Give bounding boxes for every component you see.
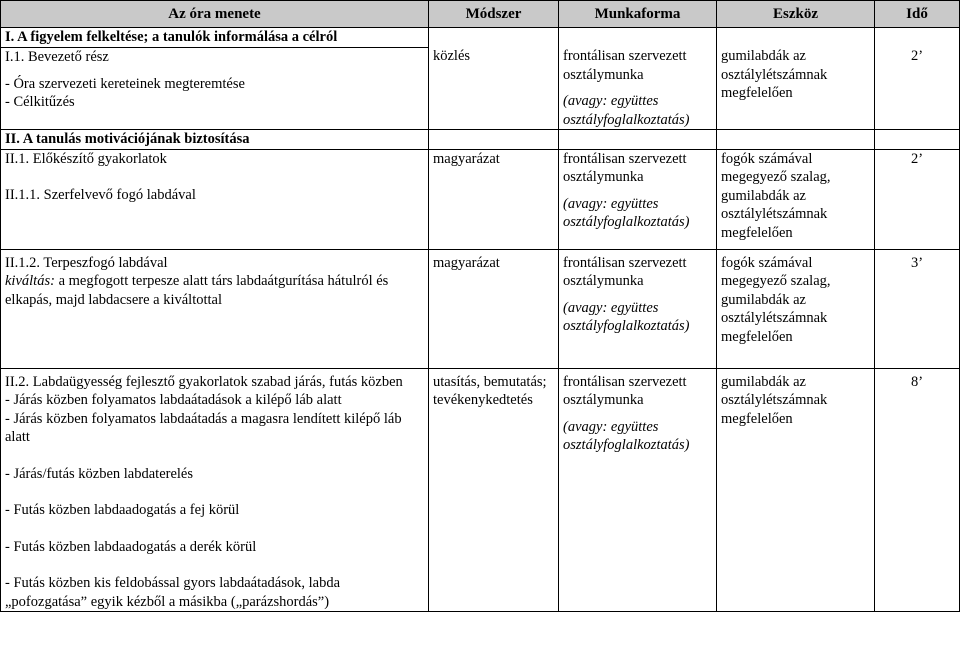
row-title: I.1. Bevezető rész bbox=[5, 49, 109, 65]
eszkoz-cell: gumilabdák az osztálylétszámnak megfelelően bbox=[717, 28, 875, 130]
menete-cell bbox=[1, 28, 429, 130]
list-item: - Járás közben folyamatos labdaátadások a kilépő láb alatt bbox=[5, 392, 342, 408]
munkaforma-cell: frontálisan szervezett osztálymunka (avagy: együttes osztályfoglalkoztatás) bbox=[559, 368, 717, 612]
header-menete: Az óra menete bbox=[1, 1, 429, 28]
list-item: - Célkitűzés bbox=[5, 94, 75, 110]
list-item: - Óra szervezeti kereteinek megteremtése bbox=[5, 75, 245, 92]
modszer-cell: magyarázat bbox=[429, 249, 559, 368]
ido-cell: 3’ bbox=[875, 249, 960, 368]
list-item: - Futás közben kis feldobással gyors labdaátadások, labda „pofozgatása” egyik kézből a másikba („parázshordás”) bbox=[5, 575, 341, 610]
menete-cell bbox=[1, 149, 429, 249]
modszer-cell: magyarázat bbox=[429, 149, 559, 249]
header-row bbox=[1, 1, 960, 28]
menete-cell bbox=[1, 368, 429, 612]
list-item: - Futás közben labdaadogatás a derék körül bbox=[5, 538, 257, 555]
eszkoz-cell: fogók számával megegyező szalag, gumilabdák az osztálylétszámnak megfelelően bbox=[717, 149, 875, 249]
munkaforma-cell: frontálisan szervezett osztálymunka (avagy: együttes osztályfoglalkoztatás) bbox=[559, 28, 717, 130]
ido-cell: 2’ bbox=[875, 28, 960, 130]
table-row bbox=[1, 149, 960, 249]
table-row bbox=[1, 368, 960, 612]
header-munkaforma: Munkaforma bbox=[559, 1, 717, 28]
eszkoz-cell: gumilabdák az osztálylétszámnak megfelelően bbox=[717, 368, 875, 612]
menete-cell bbox=[1, 249, 429, 368]
munkaforma-cell: frontálisan szervezett osztálymunka (avagy: együttes osztályfoglalkoztatás) bbox=[559, 149, 717, 249]
header-ido: Idő bbox=[875, 1, 960, 28]
row-title: II.1. Előkészítő gyakorlatok bbox=[5, 150, 167, 167]
ido-cell: 2’ bbox=[875, 149, 960, 249]
ido-cell: 8’ bbox=[875, 368, 960, 612]
modszer-cell: utasítás, bemutatás; tevékenykedtetés bbox=[429, 368, 559, 612]
table-row bbox=[1, 249, 960, 368]
kivaltas-label: kiváltás: bbox=[5, 273, 55, 289]
kivaltas-text: a megfogott terpesze alatt társ labdaátgurítása hátulról és elkapás, majd labdacsere a kiváltottal bbox=[5, 273, 389, 308]
row-title: II.1.2. Terpeszfogó labdával bbox=[5, 254, 168, 271]
table-row bbox=[1, 130, 960, 150]
header-eszkoz: Eszköz bbox=[717, 1, 875, 28]
list-item: - Futás közben labdaadogatás a fej körül bbox=[5, 502, 240, 518]
eszkoz-cell: fogók számával megegyező szalag, gumilabdák az osztálylétszámnak megfelelően bbox=[717, 249, 875, 368]
list-item: - Járás közben folyamatos labdaátadás a magasra lendített kilépő láb alatt bbox=[5, 410, 402, 445]
row-title: II.2. Labdaügyesség fejlesztő gyakorlatok szabad járás, futás közben bbox=[5, 373, 403, 390]
modszer-cell: közlés bbox=[429, 28, 559, 130]
list-item: - Járás/futás közben labdaterelés bbox=[5, 465, 194, 482]
munkaforma-cell: frontálisan szervezett osztálymunka (avagy: együttes osztályfoglalkoztatás) bbox=[559, 249, 717, 368]
table-row bbox=[1, 28, 960, 130]
section-title-2: II. A tanulás motivációjának biztosítása bbox=[1, 130, 429, 150]
section-title-1: I. A figyelem felkeltése; a tanulók informálása a célról bbox=[1, 28, 428, 48]
list-item: II.1.1. Szerfelvevő fogó labdával bbox=[5, 187, 196, 203]
header-modszer: Módszer bbox=[429, 1, 559, 28]
